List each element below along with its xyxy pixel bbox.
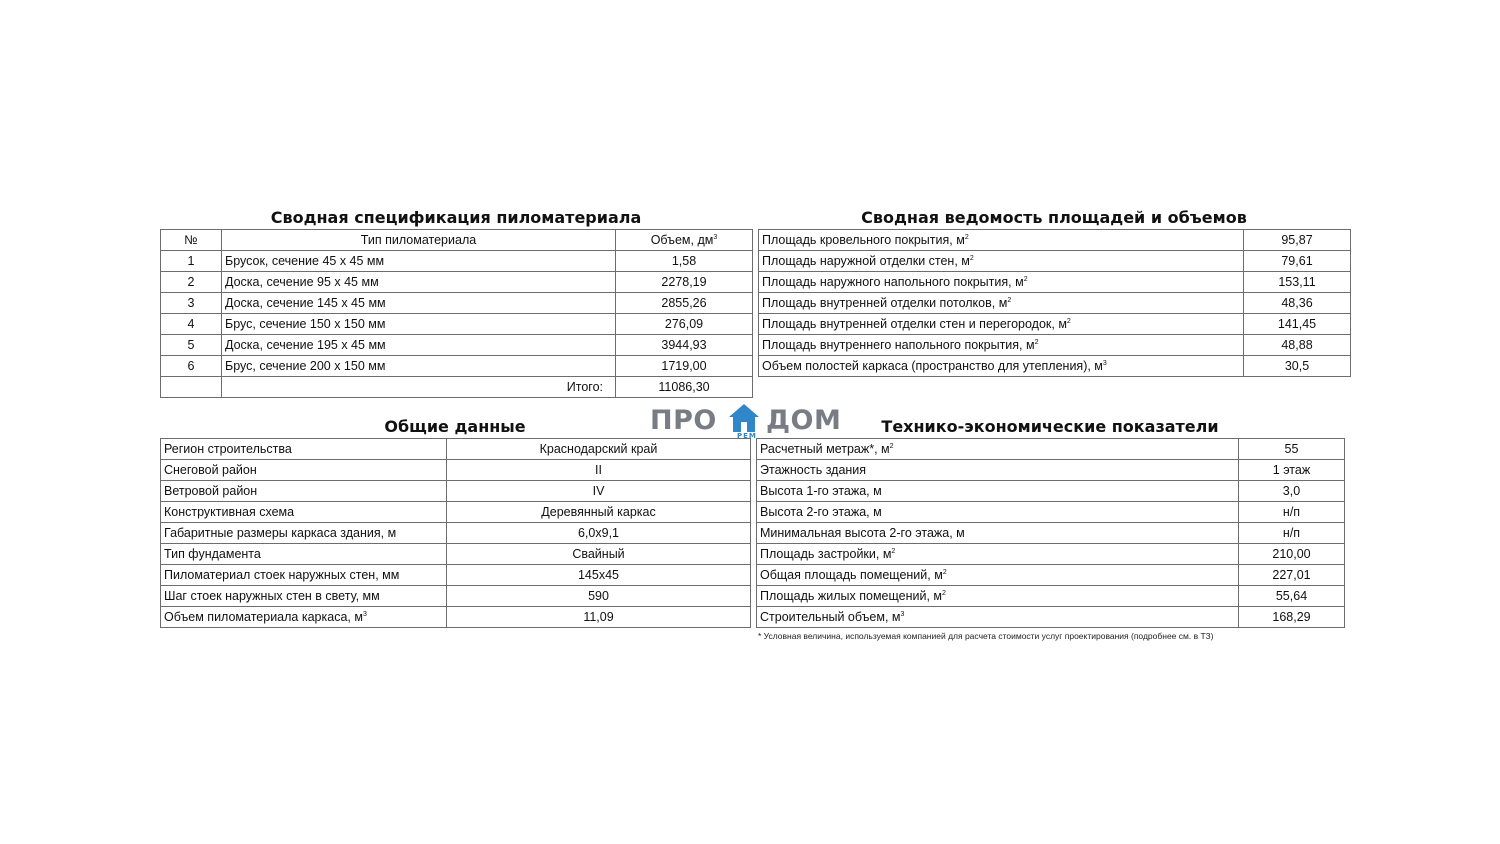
row-volume: 3944,93 bbox=[616, 335, 753, 356]
row-value: 48,88 bbox=[1244, 335, 1351, 356]
row-value: 48,36 bbox=[1244, 293, 1351, 314]
row-label bbox=[759, 293, 1244, 314]
row-label-exponent: 3 bbox=[362, 611, 367, 618]
row-label-text: Площадь застройки, м bbox=[760, 547, 892, 561]
row-volume: 1719,00 bbox=[616, 356, 753, 377]
row-label bbox=[161, 460, 447, 481]
table-row bbox=[161, 565, 751, 586]
row-label-exponent: 2 bbox=[942, 569, 947, 576]
row-label bbox=[161, 544, 447, 565]
table-row bbox=[759, 356, 1351, 377]
table-row bbox=[757, 481, 1345, 502]
row-value: Краснодарский край bbox=[447, 439, 751, 460]
row-label-text: Конструктивная схема bbox=[164, 505, 295, 519]
row-label bbox=[759, 251, 1244, 272]
row-label-text: Габаритные размеры каркаса здания, м bbox=[164, 526, 397, 540]
table-row bbox=[161, 272, 753, 293]
table-row bbox=[161, 502, 751, 523]
row-type: Доска, сечение 195 х 45 мм bbox=[222, 335, 616, 356]
row-label-text: Площадь внутренней отделки стен и перегородок, м bbox=[762, 317, 1067, 331]
row-value: 1 этаж bbox=[1239, 460, 1345, 481]
total-value: 11086,30 bbox=[616, 377, 753, 398]
lumber-spec-header-row bbox=[161, 230, 753, 251]
row-label-text: Шаг стоек наружных стен в свету, мм bbox=[164, 589, 380, 603]
row-volume: 1,58 bbox=[616, 251, 753, 272]
row-label-exponent: 3 bbox=[900, 611, 905, 618]
row-value: IV bbox=[447, 481, 751, 502]
row-type: Брус, сечение 200 х 150 мм bbox=[222, 356, 616, 377]
logo-sub-text: РЕМ bbox=[737, 432, 757, 440]
areas-title: Сводная ведомость площадей и объемов bbox=[861, 208, 1247, 227]
row-label-text: Ветровой район bbox=[164, 484, 258, 498]
row-label-text: Строительный объем, м bbox=[760, 610, 901, 624]
row-label-text: Объем пиломатериала каркаса, м bbox=[164, 610, 363, 624]
row-label-text: Площадь жилых помещений, м bbox=[760, 589, 943, 603]
table-row bbox=[161, 251, 753, 272]
row-value: 210,00 bbox=[1239, 544, 1345, 565]
row-label-exponent: 2 bbox=[891, 548, 896, 555]
row-label-text: Этажность здания bbox=[760, 463, 867, 477]
row-value: 227,01 bbox=[1239, 565, 1345, 586]
row-value: 55 bbox=[1239, 439, 1345, 460]
row-label bbox=[757, 586, 1239, 607]
row-value: 6,0х9,1 bbox=[447, 523, 751, 544]
indicators-title: Технико-экономические показатели bbox=[881, 417, 1219, 436]
table-row bbox=[757, 586, 1345, 607]
row-num: 4 bbox=[161, 314, 222, 335]
table-row bbox=[161, 356, 753, 377]
indicators-table bbox=[756, 438, 1345, 628]
table-row bbox=[161, 335, 753, 356]
row-label-text: Площадь внутренней отделки потолков, м bbox=[762, 296, 1008, 310]
row-label-exponent: 2 bbox=[1034, 339, 1039, 346]
row-volume: 2855,26 bbox=[616, 293, 753, 314]
total-row bbox=[161, 377, 753, 398]
row-value: 3,0 bbox=[1239, 481, 1345, 502]
row-volume: 276,09 bbox=[616, 314, 753, 335]
row-volume: 2278,19 bbox=[616, 272, 753, 293]
row-value: 55,64 bbox=[1239, 586, 1345, 607]
areas-table bbox=[758, 229, 1351, 377]
table-row bbox=[161, 314, 753, 335]
table-row bbox=[161, 523, 751, 544]
row-value: н/п bbox=[1239, 523, 1345, 544]
table-row bbox=[759, 272, 1351, 293]
row-label bbox=[759, 230, 1244, 251]
lumber-spec-table bbox=[160, 229, 753, 398]
row-value: 590 bbox=[447, 586, 751, 607]
row-value: 168,29 bbox=[1239, 607, 1345, 628]
row-label-exponent: 2 bbox=[969, 255, 974, 262]
header-type: Тип пиломатериала bbox=[222, 230, 616, 251]
row-label bbox=[759, 314, 1244, 335]
row-label-text: Пиломатериал стоек наружных стен, мм bbox=[164, 568, 400, 582]
row-label bbox=[161, 607, 447, 628]
row-label bbox=[161, 523, 447, 544]
row-label bbox=[161, 481, 447, 502]
logo-right-text: ДОМ bbox=[766, 405, 842, 436]
row-value: 11,09 bbox=[447, 607, 751, 628]
row-value: Свайный bbox=[447, 544, 751, 565]
row-num: 2 bbox=[161, 272, 222, 293]
row-label-text: Снеговой район bbox=[164, 463, 257, 477]
row-value: 95,87 bbox=[1244, 230, 1351, 251]
row-label bbox=[161, 586, 447, 607]
table-row bbox=[161, 293, 753, 314]
row-label-text: Расчетный метраж*, м bbox=[760, 442, 890, 456]
row-label-text: Регион строительства bbox=[164, 442, 292, 456]
table-row bbox=[759, 314, 1351, 335]
row-num: 6 bbox=[161, 356, 222, 377]
row-label-text: Высота 1-го этажа, м bbox=[760, 484, 882, 498]
row-label-exponent: 2 bbox=[1066, 318, 1071, 325]
row-label-exponent: 2 bbox=[889, 443, 894, 450]
row-value: Деревянный каркас bbox=[447, 502, 751, 523]
row-label bbox=[757, 544, 1239, 565]
row-type: Брус, сечение 150 х 150 мм bbox=[222, 314, 616, 335]
indicators-footnote: * Условная величина, используемая компанией для расчета стоимости услуг проектирования (подробнее см. в ТЗ) bbox=[758, 631, 1214, 641]
row-type: Доска, сечение 95 х 45 мм bbox=[222, 272, 616, 293]
table-row bbox=[161, 460, 751, 481]
row-label-text: Тип фундамента bbox=[164, 547, 261, 561]
header-volume: Объем, $дм^3$ bbox=[616, 230, 753, 251]
general-table bbox=[160, 438, 751, 628]
row-value: 145х45 bbox=[447, 565, 751, 586]
row-label-exponent: 3 bbox=[1102, 360, 1107, 367]
row-value: н/п bbox=[1239, 502, 1345, 523]
table-row bbox=[757, 544, 1345, 565]
row-label-exponent: 2 bbox=[964, 234, 969, 241]
row-label bbox=[757, 439, 1239, 460]
table-row bbox=[757, 502, 1345, 523]
row-label-text: Площадь наружной отделки стен, м bbox=[762, 254, 970, 268]
row-label bbox=[757, 502, 1239, 523]
table-row bbox=[759, 293, 1351, 314]
row-value: 141,45 bbox=[1244, 314, 1351, 335]
row-type: Доска, сечение 145 х 45 мм bbox=[222, 293, 616, 314]
row-label-text: Объем полостей каркаса (пространство для утепления), м bbox=[762, 359, 1103, 373]
row-label-text: Площадь внутреннего напольного покрытия, м bbox=[762, 338, 1035, 352]
general-title: Общие данные bbox=[384, 417, 526, 436]
row-label-exponent: 2 bbox=[1023, 276, 1028, 283]
header-num: № bbox=[161, 230, 222, 251]
table-row bbox=[757, 523, 1345, 544]
row-value: 153,11 bbox=[1244, 272, 1351, 293]
row-label-text: Минимальная высота 2-го этажа, м bbox=[760, 526, 965, 540]
table-row bbox=[757, 460, 1345, 481]
table-row bbox=[759, 251, 1351, 272]
row-label bbox=[757, 565, 1239, 586]
logo-left-text: ПРО bbox=[650, 405, 717, 436]
row-type: Брусок, сечение 45 х 45 мм bbox=[222, 251, 616, 272]
row-label-text: Площадь кровельного покрытия, м bbox=[762, 233, 965, 247]
table-row bbox=[757, 565, 1345, 586]
row-label bbox=[757, 607, 1239, 628]
total-empty-cell bbox=[161, 377, 222, 398]
row-label bbox=[757, 460, 1239, 481]
table-row bbox=[161, 481, 751, 502]
table-row bbox=[757, 607, 1345, 628]
row-value: 79,61 bbox=[1244, 251, 1351, 272]
table-row bbox=[161, 586, 751, 607]
row-label bbox=[161, 439, 447, 460]
row-label-text: Общая площадь помещений, м bbox=[760, 568, 943, 582]
row-label bbox=[757, 523, 1239, 544]
row-num: 1 bbox=[161, 251, 222, 272]
row-num: 3 bbox=[161, 293, 222, 314]
row-label bbox=[161, 502, 447, 523]
row-label-text: Высота 2-го этажа, м bbox=[760, 505, 882, 519]
row-label-text: Площадь наружного напольного покрытия, м bbox=[762, 275, 1024, 289]
row-label-exponent: 2 bbox=[942, 590, 946, 597]
table-row bbox=[759, 230, 1351, 251]
row-label bbox=[757, 481, 1239, 502]
lumber-spec-title: Сводная спецификация пиломатериала bbox=[270, 208, 642, 227]
row-value: 30,5 bbox=[1244, 356, 1351, 377]
table-row bbox=[757, 439, 1345, 460]
row-value: II bbox=[447, 460, 751, 481]
row-label bbox=[161, 565, 447, 586]
table-row bbox=[161, 544, 751, 565]
row-label-exponent: 2 bbox=[1007, 297, 1012, 304]
row-num: 5 bbox=[161, 335, 222, 356]
table-row bbox=[161, 607, 751, 628]
total-label: Итого: bbox=[222, 377, 616, 398]
table-row bbox=[759, 335, 1351, 356]
row-label bbox=[759, 272, 1244, 293]
row-label bbox=[759, 356, 1244, 377]
row-label bbox=[759, 335, 1244, 356]
